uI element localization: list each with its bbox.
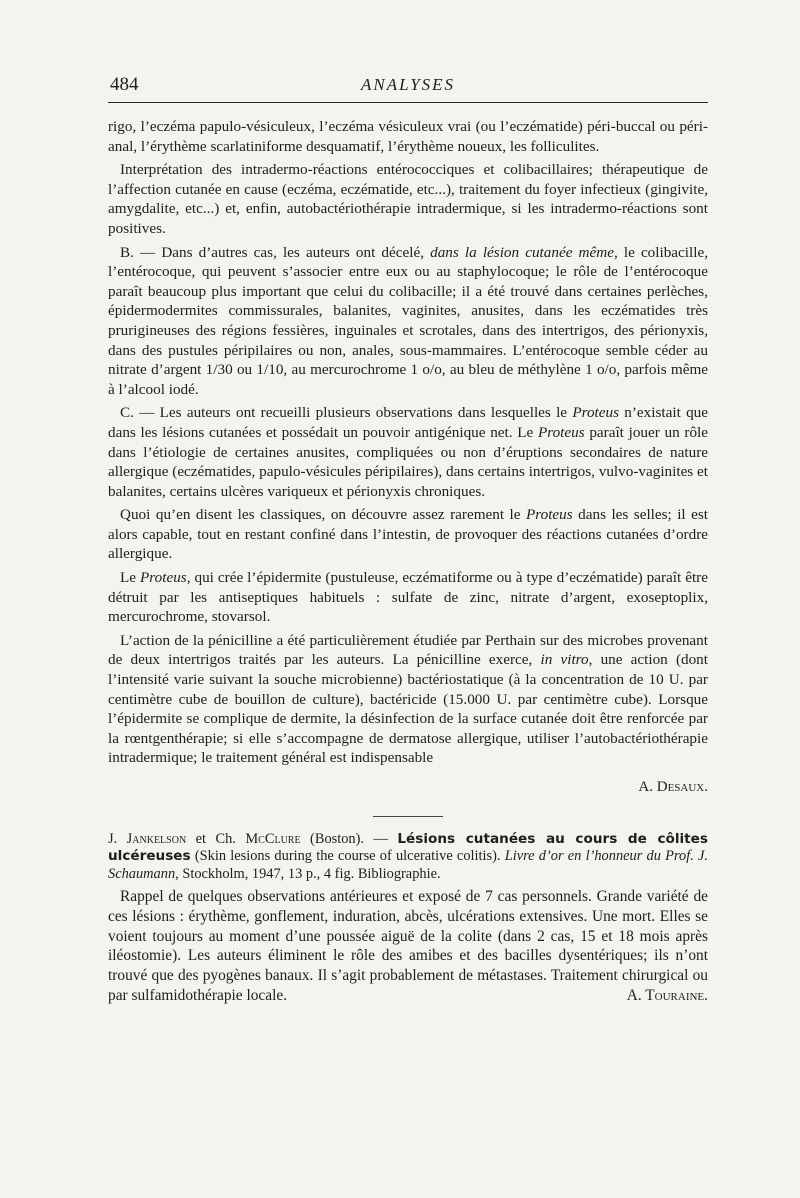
author-name: McClure xyxy=(245,830,301,847)
paragraph-quoi xyxy=(108,505,708,564)
text-span: le colibacille, l’entérocoque, qui peuvent s’associer entre eux ou au staphylocoque; le rôle de l’entérocoque paraît beaucoup plus important que celui du colibacille; il a été trouvé dans certaines perlèches, épidermodermites commissurales, balanites, vaginites, anusites, dans les eczématides très prurigineuses des régions fessières, inguinales et scrotales, dans des intertrigos, des périonyxis, dans des pustules péripilaires ou non, anales, sous-mammaires. L’entérocoque semble céder au nitrate d’argent 1/30 ou 1/10, au mercurochrome 1 o/o, au bleu de méthylène 1 o/o, parfois même à l’alcool iodé. xyxy=(108,243,708,398)
text-span: Stockholm, 1947, 13 p., 4 fig. Bibliographie. xyxy=(178,865,441,882)
summary-text: Rappel de quelques observations antérieures et exposé de 7 cas personnels. Grande variété de ces lésions : érythème, gonflement, induration, abcès, ulcérations extensives. Une mort. Elles se voient toujours au moment d’une poussée aiguë de la colite (dans 2 cas, 15 et 18 mois après iléostomie). Les auteurs éliminent le rôle des amibes et des bacilles dysentériques; ils n’ont trouvé que des pyogènes banaux. Il s’agit probablement de métastases. Traitement chirurgical ou par sulfamidothérapie locale. xyxy=(108,888,708,1005)
text-span: Quoi qu’en disent les classiques, on découvre assez rarement le xyxy=(120,506,526,524)
bibliographic-reference xyxy=(108,831,708,884)
paragraph-interpretation: Interprétation des intradermo-réactions entérococciques et colibacillaires; thérapeutique de l’affection cutanée en cause (eczéma, eczématide, etc...), traitement du foyer infectieux (gingivite, amygdalite, etc...) et, enfin, autobactériothérapie intradermique, si les intradermo-réactions sont positives. xyxy=(108,161,708,237)
signature-desaux: A. Desaux. xyxy=(638,779,708,795)
text-span: n’existait que dans les lésions cutanées et possédait un pouvoir antigénique net. Le xyxy=(108,404,708,441)
article-summary xyxy=(108,887,708,1006)
text-span: , qui crée l’épidermite (pustuleuse, eczématiforme ou à type d’eczématide) paraît être détruit par les antiseptiques habituels : sulfate de zinc, nitrate d’argent, exoseptoplix, mercurochrome, stovarsol. xyxy=(108,569,708,626)
text-span: B. — Dans d’autres cas, les auteurs ont décelé, xyxy=(120,243,431,261)
running-head xyxy=(108,72,708,103)
text-span: , une action (dont l’intensité varie suivant la souche microbienne) bactériostatique (à la concentration de 10 U. par centimètre cube de bouillon de culture), bactéricide (15.000 U. par centimètre cube). Lorsque l’épidermite se complique de dermite, la désinfection de la surface cutanée doit être renforcée par la rœntgenthérapie; si elle s’accompagne de dermatose allergique, utiliser l’autobactériothérapie intradermique; le traitement général est indispensable xyxy=(108,651,708,767)
section-divider xyxy=(373,816,443,817)
paragraph-b xyxy=(108,243,708,400)
emphasis: Proteus xyxy=(572,404,620,422)
signature-touraine: A. Touraine. xyxy=(626,987,708,1005)
text-span: dans les selles; il est alors capable, tout en restant confiné dans l’intestin, de provoquer des réactions cutanées d’ordre allergique. xyxy=(108,506,708,563)
emphasis: dans la lésion cutanée même, xyxy=(430,243,618,261)
emphasis: Proteus xyxy=(537,423,585,441)
running-title: ANALYSES xyxy=(360,75,456,94)
emphasis: Proteus xyxy=(525,506,573,524)
emphasis: in vitro xyxy=(540,651,589,669)
paragraph-c xyxy=(108,403,708,501)
text-span: C. — Les auteurs ont recueilli plusieurs observations dans lesquelles le xyxy=(120,404,573,422)
paragraph-le-proteus xyxy=(108,568,708,627)
text-span: L’action de la pénicilline a été particulièrement étudiée par Perthain sur des microbes provenant de deux intertrigos traités par les auteurs. La pénicilline exerce, xyxy=(108,631,708,669)
source-title: Livre d’or en l’honneur du Prof. J. Schaumann, xyxy=(108,848,708,882)
text-span: paraît jouer un rôle dans l’étiologie de certaines anusites, compliquées ou non d’éruptions secondaires de nature allergique (eczématides, papulo-vésicules péripilaires), dans certains intertrigos, vulvo-vaginites et balanites, certains ulcères variqueux et périonyxis chroniques. xyxy=(108,423,708,500)
page-number: 484 xyxy=(110,74,139,95)
emphasis: Proteus xyxy=(140,569,187,587)
article-title: Lésions cutanées au cours de côlites ulcéreuses xyxy=(108,830,708,865)
author-name: J. Jankelson xyxy=(108,830,187,847)
paragraph-continuation: rigo, l’eczéma papulo-vésiculeux, l’eczéma vésiculeux vrai (ou l’eczématide) péri-buccal ou péri-anal, l’érythème scarlatiniforme desquamatif, l’érythème noueux, les folliculites. xyxy=(108,118,708,155)
text-span: Le xyxy=(120,569,141,587)
paragraph-penicilline xyxy=(108,631,708,768)
article-body xyxy=(108,117,708,1010)
text-span: et Ch. xyxy=(186,830,246,847)
text-span: (Skin lesions during the course of ulcerative colitis). xyxy=(190,848,505,865)
text-span: (Boston). — xyxy=(300,830,398,847)
